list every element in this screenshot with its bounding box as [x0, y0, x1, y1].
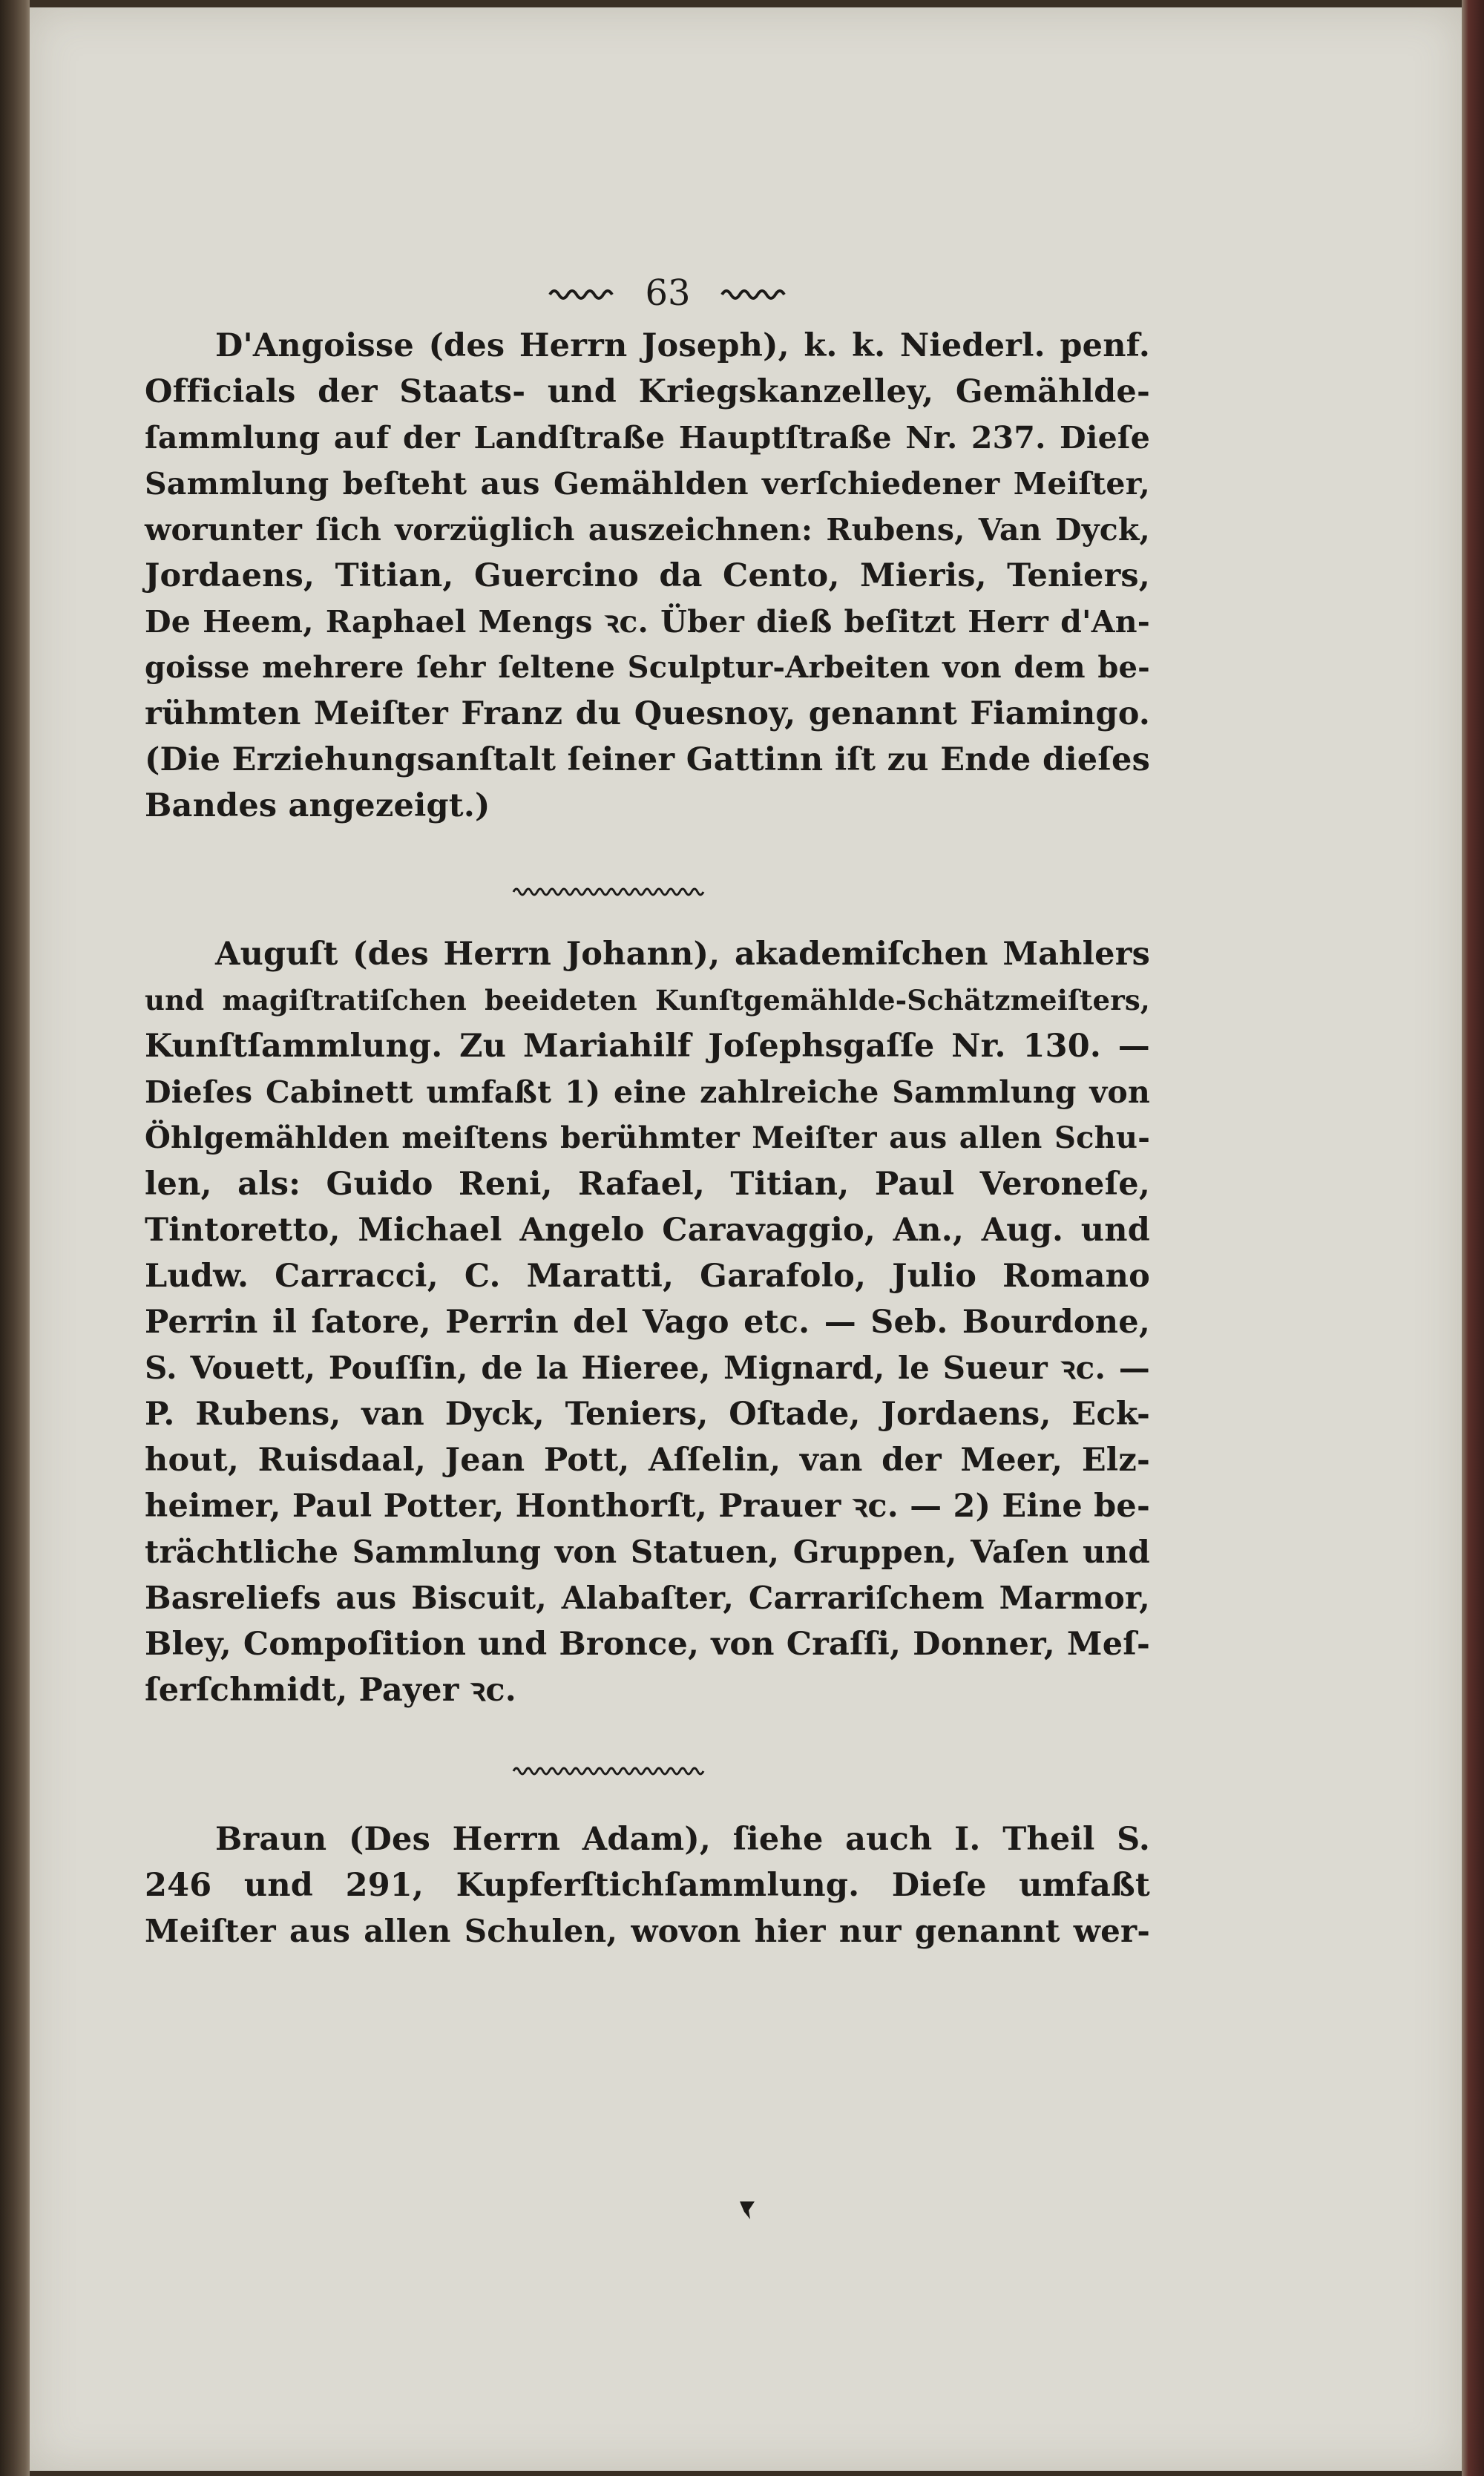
text-line: und magiſtratiſchen beeideten Kunſtgemählde-Schätzmeiſters, [145, 984, 1150, 1017]
printer-mark-icon [737, 2198, 758, 2221]
book-page [30, 7, 1462, 2471]
text-line: Meiſter aus allen Schulen, wovon hier nur genannt wer- [145, 1913, 1150, 1949]
text-line: Bley, Compoſition und Bronce, von Craſſi, Donner, Meſ- [145, 1626, 1150, 1663]
text-line: (Die Erziehungsanſtalt ſeiner Gattinn iſt zu Ende dieſes [145, 741, 1150, 778]
text-line: Ludw. Carracci, C. Maratti, Garafolo, Julio Romano [145, 1258, 1150, 1295]
text-line: Bandes angezeigt.) [145, 787, 490, 824]
text-line: len, als: Guido Reni, Rafael, Titian, Paul Veroneſe, [145, 1166, 1150, 1203]
section-divider [512, 1762, 705, 1777]
text-line: Kunſtſammlung. Zu Mariahilf Joſephsgaſſe Nr. 130. — [145, 1028, 1150, 1065]
text-line: rühmten Meiſter Franz du Quesnoy, genannt Fiamingo. [145, 695, 1150, 732]
text-line: goisse mehrere ſehr ſeltene Sculptur-Arbeiten von dem be- [145, 650, 1150, 685]
text-line: S. Vouett, Pouſſin, de la Hieree, Mignard, le Sueur ꝛc. — [145, 1350, 1150, 1386]
text-line: Basreliefs aus Biscuit, Alabaſter, Carrariſchem Marmor, [145, 1580, 1150, 1616]
page-number: 63 [645, 272, 691, 314]
text-line: Jordaens, Titian, Guercino da Cento, Mieris, Teniers, [145, 557, 1150, 594]
entry-dangoisse [145, 323, 1150, 842]
text-line: 246 und 291, Kupferſtichſammlung. Dieſe umfaßt [145, 1867, 1150, 1904]
text-line: ſammlung auf der Landſtraße Hauptſtraße Nr. 237. Dieſe [145, 420, 1150, 456]
header-ornament-right [720, 286, 787, 301]
text-line: worunter ſich vorzüglich auszeichnen: Rubens, Van Dyck, [145, 512, 1150, 548]
text-line: P. Rubens, van Dyck, Teniers, Oſtade, Jordaens, Eck- [145, 1396, 1150, 1433]
text-line: Braun (Des Herrn Adam), ſiehe auch I. Theil S. [215, 1821, 1150, 1858]
text-line: De Heem, Raphael Mengs ꝛc. Über dieß beſitzt Herr d'An- [145, 604, 1150, 640]
text-line: heimer, Paul Potter, Honthorſt, Prauer ꝛc. — 2) Eine be- [145, 1488, 1150, 1525]
text-line: Perrin il ſatore, Perrin del Vago etc. — Seb. Bourdone, [145, 1304, 1150, 1341]
entry-braun [145, 1816, 1150, 1965]
text-line: ſerſchmidt, Payer ꝛc. [145, 1672, 516, 1709]
text-line: trächtliche Sammlung von Statuen, Gruppen, Vaſen und [145, 1534, 1150, 1570]
book-spine-edge [0, 0, 30, 2476]
header-ornament-left [548, 286, 615, 301]
text-line: Tintoretto, Michael Angelo Caravaggio, An., Aug. und [145, 1212, 1150, 1249]
entry-august [145, 931, 1150, 1718]
text-line: Officials der Staats- und Kriegskanzelley, Gemählde- [145, 373, 1150, 410]
section-divider [512, 883, 705, 898]
text-line: Öhlgemählden meiſtens berühmter Meiſter aus allen Schu- [145, 1120, 1150, 1155]
book-cover-edge [1462, 0, 1484, 2476]
text-line: hout, Ruisdaal, Jean Pott, Aſſelin, van der Meer, Elz- [145, 1442, 1150, 1479]
text-line: Auguſt (des Herrn Johann), akademiſchen Mahlers [215, 936, 1150, 973]
text-line: Sammlung beſteht aus Gemählden verſchiedener Meiſter, [145, 466, 1150, 502]
text-line: Dieſes Cabinett umfaßt 1) eine zahlreiche Sammlung von [145, 1074, 1150, 1110]
text-line: D'Angoisse (des Herrn Joseph), k. k. Niederl. penf. [215, 327, 1150, 364]
page-header [490, 267, 846, 319]
